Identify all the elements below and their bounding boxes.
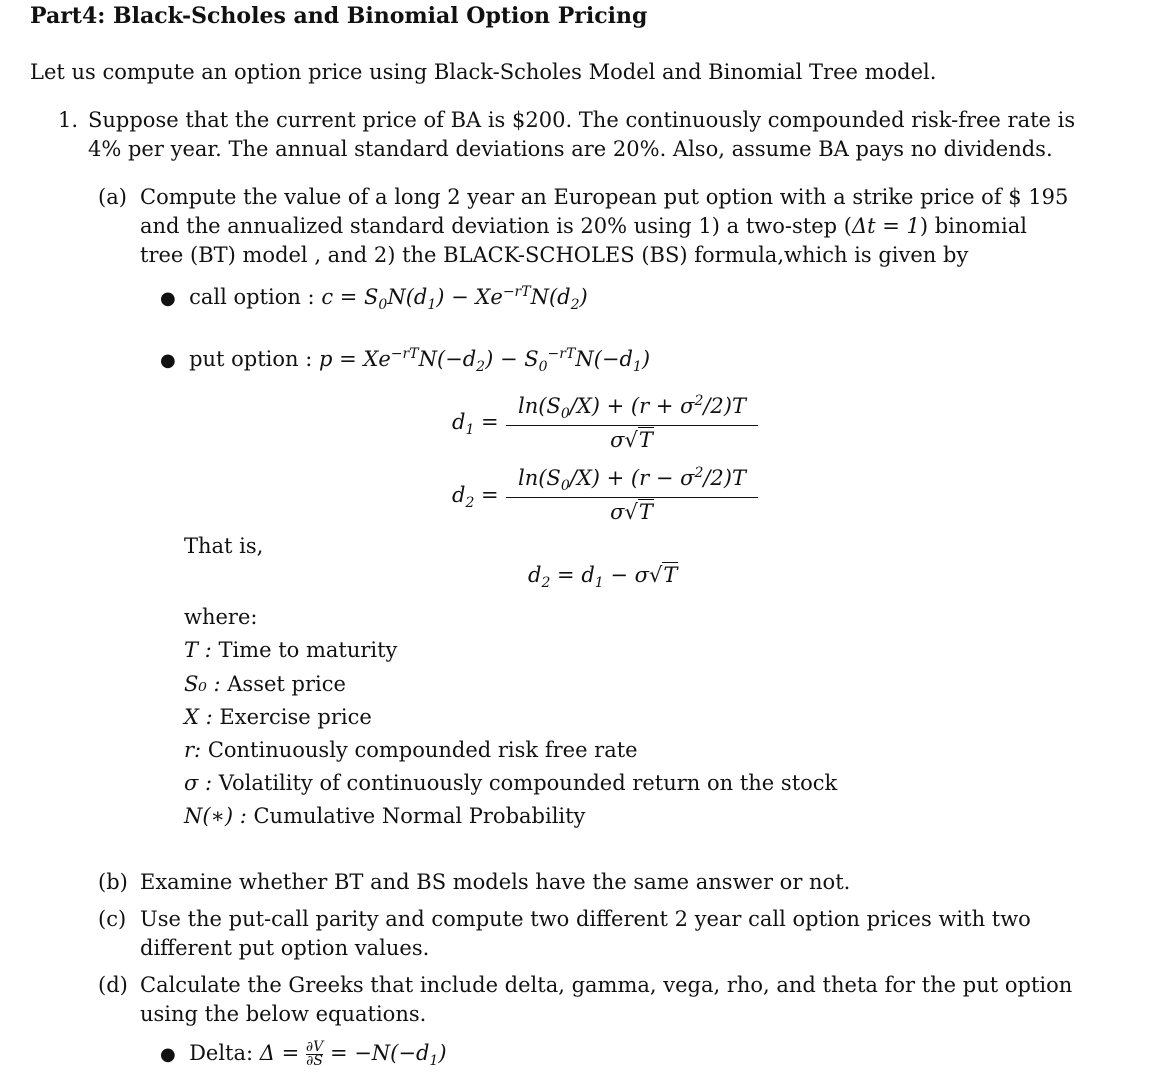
part-d-line-2: using the below equations. [140,1002,427,1026]
def-row: N(∗) : Cumulative Normal Probability [184,804,586,828]
part-b-line-1: Examine whether BT and BS models have the same answer or not. [140,870,851,894]
part-a-line-1: Compute the value of a long 2 year an European put option with a strike price of $ 195 [140,185,1069,209]
part-a-line-3: tree (BT) model , and 2) the BLACK-SCHOLES (BS) formula,which is given by [140,243,969,267]
d1-label: $d_1$ = [452,410,499,439]
delta-formula: Δ = $\frac{\partial V}{\partial S}$ = $-N(-d_1)$ [259,1039,447,1070]
put-formula: $p = Xe^{-rT}N(-d_2) - S_0^{-rT}N(-d_1)$ [319,346,651,376]
def-row: X : Exercise price [184,705,372,729]
d2-label: $d_2$ = [452,483,499,512]
q1-line-2: 4% per year. The annual standard deviations are 20%. Also, assume BA pays no dividends. [88,137,1053,161]
q1-number: 1. [58,108,79,132]
bullet-delta: ● Delta: Δ = $\frac{\partial V}{\partial S}$ = $-N(-d_1)$ [160,1039,447,1070]
part-a-line-2: and the annualized standard deviation is 20% using 1) a two-step (Δt = 1) binomial [140,214,1027,238]
part-c-line-2: different put option values. [140,936,430,960]
q1-line-1: Suppose that the current price of BA is $200. The continuously compounded risk-free rate is [88,108,1076,132]
intro-text: Let us compute an option price using Black-Scholes Model and Binomial Tree model. [30,60,937,84]
part-a-marker: (a) [98,185,127,209]
part-c-line-1: Use the put-call parity and compute two different 2 year call option prices with two [140,907,1031,931]
part-c-marker: (c) [98,907,127,931]
def-row: S₀ : Asset price [184,672,346,696]
d2-fraction: $\frac{\ln(S_0/X) + (r - \sigma^2/2)T}{\sigma√T}$ [506,465,758,524]
def-row: r: Continuously compounded risk free rate [184,738,638,762]
def-row: T : Time to maturity [184,638,398,662]
call-formula: $c = S_0N(d_1) - Xe^{-rT}N(d_2)$ [321,284,588,314]
part-d-line-1: Calculate the Greeks that include delta, gamma, vega, rho, and theta for the put option [140,973,1073,997]
d1-fraction: $\frac{\ln(S_0/X) + (r + \sigma^2/2)T}{\sigma√T}$ [506,393,758,452]
def-row: σ : Volatility of continuously compounded return on the stock [184,771,838,795]
page-title: Part4: Black-Scholes and Binomial Option Pricing [30,3,648,29]
part-b-marker: (b) [98,870,128,894]
part-d-marker: (d) [98,973,128,997]
bullet-call: ● call option : $c = S_0N(d_1) - Xe^{-rT}N(d_2)$ [160,284,588,314]
where-label: where: [184,605,258,629]
bullet-put: ● put option : $p = Xe^{-rT}N(-d_2) - S_0^{-rT}N(-d_1)$ [160,346,651,376]
d2-relation: $d_2 = d_1 - \sigma√T$ [528,563,678,592]
that-is-label: That is, [184,534,264,558]
